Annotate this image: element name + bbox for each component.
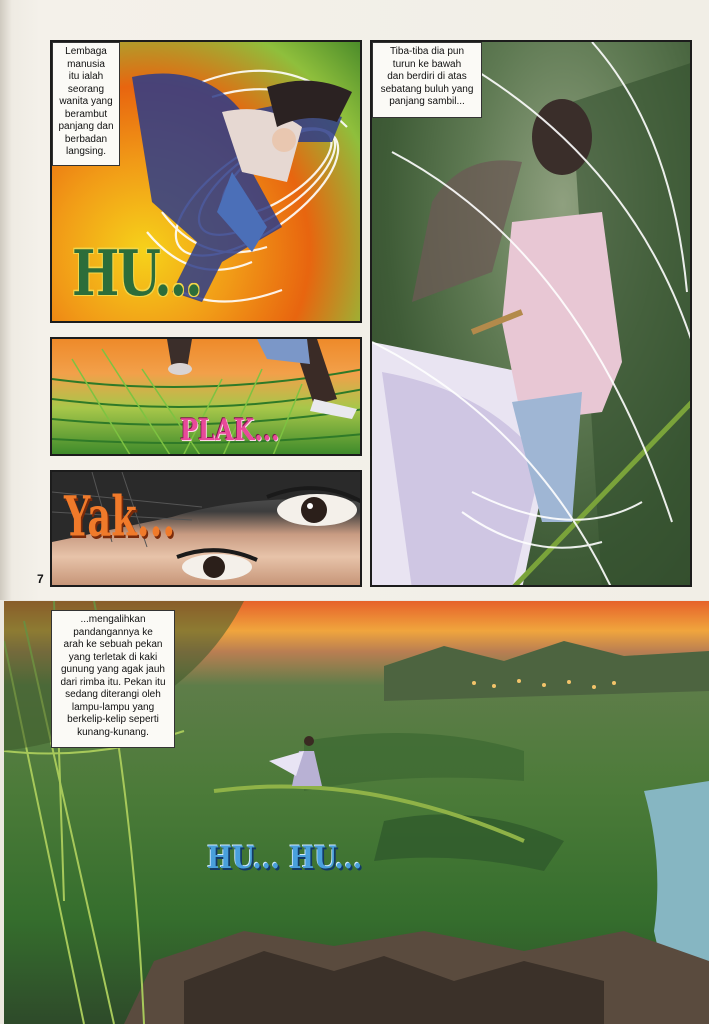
caption-line: berkelip-kelip seperti — [67, 714, 159, 725]
caption-line: ...mengalihkan — [80, 614, 146, 625]
caption-line: dan berdiri di atas — [387, 71, 467, 82]
caption-line: wanita yang — [59, 96, 113, 107]
page-number: 7 — [37, 572, 44, 586]
caption-line: arah ke sebuah pekan — [63, 639, 163, 650]
caption-line: gunung yang agak jauh — [61, 664, 165, 675]
caption-line: kunang-kunang. — [77, 726, 149, 738]
sfx-plak: PLAK... — [180, 413, 280, 448]
caption-line: berambut — [64, 108, 108, 120]
caption-line: seorang — [67, 83, 105, 95]
panel-2-artwork — [372, 42, 692, 587]
caption-line: sebatang buluh yang — [380, 83, 474, 95]
caption-line: dari rimba itu. Pekan itu — [60, 676, 166, 688]
caption-line: langsing. — [65, 146, 107, 157]
caption-line: yang terletak di kaki — [68, 651, 158, 663]
caption-panel-2 — [372, 42, 482, 118]
sfx-hu: HU... — [72, 236, 201, 310]
caption-line: Lembaga — [65, 46, 107, 57]
caption-line: panjang sambil... — [389, 96, 465, 107]
caption-line: panjang dan — [58, 121, 114, 132]
caption-line: turun ke bawah — [392, 58, 462, 70]
panel-2-figure-on-bamboo — [370, 40, 692, 587]
caption-panel-1 — [52, 42, 120, 166]
sfx-hu-hu: HU... HU... — [207, 840, 363, 876]
caption-line: sedang diterangi oleh — [65, 689, 161, 700]
caption-line: manusia — [67, 58, 105, 70]
caption-line: pandangannya ke — [73, 626, 153, 638]
panel-5-landscape-town — [4, 601, 709, 1024]
caption-line: itu ialah — [68, 71, 104, 82]
caption-line: Tiba-tiba dia pun — [389, 46, 465, 57]
caption-line: lampu-lampu yang — [71, 701, 155, 713]
sfx-yak: Yak... — [64, 484, 176, 549]
caption-line: berbadan — [64, 133, 108, 145]
caption-panel-5 — [51, 610, 175, 748]
